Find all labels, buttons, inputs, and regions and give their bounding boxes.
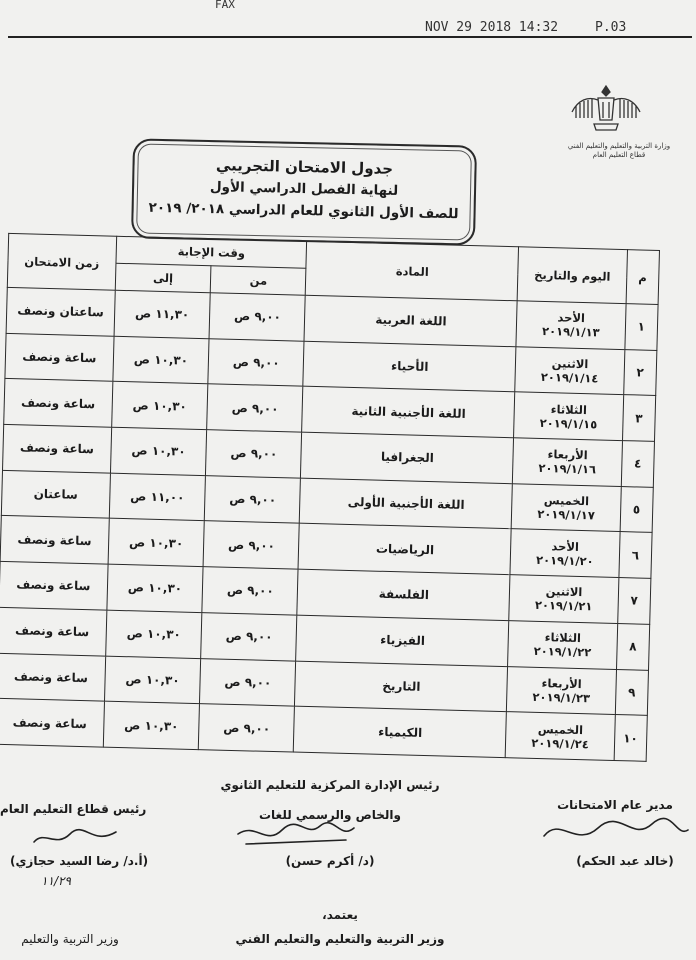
row-to: ١٠,٣٠ ص <box>103 701 200 749</box>
row-number: ٧ <box>617 578 651 625</box>
row-subject: الرياضيات <box>299 524 512 575</box>
row-duration: ساعة ونصف <box>0 607 107 655</box>
row-day <box>506 712 615 761</box>
row-number: ١٠ <box>614 715 648 762</box>
row-from: ٩,٠٠ ص <box>199 704 295 752</box>
day-date: ٢٠١٩/١/١٦ <box>538 461 597 477</box>
day-name: الاثنين <box>551 356 589 372</box>
day-date: ٢٠١٩/١/٢٤ <box>531 735 590 751</box>
day-date: ٢٠١٩/١/١٥ <box>539 415 598 432</box>
day-name: الثلاثاء <box>550 401 588 417</box>
title-line-3: للصف الأول الثانوي للعام الدراسي ٢٠١٨/ ٢٠١٩ <box>148 199 459 223</box>
row-duration: ساعة ونصف <box>4 379 113 427</box>
handwritten-date: ١١/٢٩ <box>41 874 71 888</box>
row-subject: الفلسفة <box>297 569 510 620</box>
header-from: من <box>211 266 307 295</box>
row-day <box>508 620 617 669</box>
row-subject: التاريخ <box>295 661 508 712</box>
row-day <box>509 575 618 624</box>
day-name: الأربعاء <box>541 675 582 691</box>
row-from: ٩,٠٠ ص <box>208 338 304 386</box>
day-name: الأحد <box>551 539 580 554</box>
title-line-2: لنهاية الفصل الدراسي الأول <box>209 179 399 199</box>
row-duration: ساعة ونصف <box>0 653 105 701</box>
fax-datetime: NOV 29 2018 14:32 <box>425 20 559 35</box>
row-number: ٦ <box>619 532 653 579</box>
exams-director-title: مدير عام الامتحانات <box>557 798 673 812</box>
row-to: ١٠,٣٠ ص <box>105 610 202 658</box>
fax-label: FAX <box>215 0 235 11</box>
minister-title: وزير التربية والتعليم والتعليم الفني <box>235 932 445 946</box>
row-from: ٩,٠٠ ص <box>206 430 302 478</box>
eagle-emblem-icon <box>568 78 644 138</box>
fax-rule <box>8 36 692 38</box>
header-no: م <box>626 250 660 305</box>
row-duration: ساعتان ونصف <box>6 287 115 335</box>
title-line-1: جدول الامتحان التجريبي <box>215 156 394 178</box>
row-from: ٩,٠٠ ص <box>207 384 303 432</box>
central-admin-name: (د/ أكرم حسن) <box>285 854 375 868</box>
row-subject: اللغة الأجنبية الأولى <box>300 478 513 529</box>
day-date: ٢٠١٩/١/١٤ <box>540 369 599 386</box>
row-day <box>507 666 616 715</box>
row-from: ٩,٠٠ ص <box>205 475 301 523</box>
row-number: ٣ <box>622 395 656 442</box>
row-duration: ساعة ونصف <box>0 516 109 564</box>
row-subject: اللغة الأجنبية الثانية <box>302 387 515 438</box>
row-from: ٩,٠٠ ص <box>200 658 296 706</box>
row-number: ١ <box>625 304 659 351</box>
row-number: ٤ <box>621 441 655 488</box>
row-number: ٢ <box>623 349 657 396</box>
header-time: وقت الإجابة <box>116 236 307 268</box>
approve-label: يعتمد، <box>322 908 358 922</box>
header-subject: المادة <box>306 241 519 301</box>
row-day <box>510 529 619 578</box>
title-box <box>131 138 477 245</box>
day-name: الثلاثاء <box>544 630 582 646</box>
row-duration: ساعة ونصف <box>0 561 108 609</box>
fax-page: P.03 <box>595 20 627 35</box>
ministry-line: وزارة التربية والتعليم والتعليم الفني <box>567 142 671 150</box>
row-to: ١٠,٣٠ ص <box>107 564 204 612</box>
row-to: ١١,٣٠ ص <box>114 290 211 338</box>
row-subject: الفيزياء <box>296 615 509 666</box>
row-from: ٩,٠٠ ص <box>209 293 305 341</box>
row-to: ١٠,٣٠ ص <box>113 336 210 384</box>
row-day <box>514 392 623 441</box>
exams-director-name: (خالد عبد الحكم) <box>576 854 674 868</box>
row-day <box>516 301 625 350</box>
row-to: ١٠,٣٠ ص <box>104 656 201 704</box>
sector-head-title: رئيس قطاع التعليم العام <box>0 802 147 816</box>
day-name: الأربعاء <box>547 447 588 463</box>
row-number: ٥ <box>620 486 654 533</box>
header-day: اليوم والتاريخ <box>518 247 628 304</box>
day-date: ٢٠١٩/١/١٣ <box>541 324 600 340</box>
row-duration: ساعة ونصف <box>0 698 104 747</box>
row-from: ٩,٠٠ ص <box>202 567 298 615</box>
row-subject: اللغة العربية <box>304 295 517 346</box>
exam-schedule-table <box>0 233 660 762</box>
header-duration: زمن الامتحان <box>7 233 116 290</box>
left-signature-icon <box>30 822 120 852</box>
row-subject: الأحياء <box>303 341 516 392</box>
row-duration: ساعة ونصف <box>3 424 112 472</box>
day-date: ٢٠١٩/١/٢٠ <box>535 552 594 569</box>
day-date: ٢٠١٩/١/٢٣ <box>532 689 591 706</box>
row-number: ٨ <box>616 623 650 670</box>
row-to: ١١,٠٠ ص <box>109 473 206 521</box>
row-day <box>515 346 624 395</box>
row-duration: ساعة ونصف <box>5 333 114 381</box>
row-to: ١٠,٣٠ ص <box>110 427 207 475</box>
row-subject: الجغرافيا <box>301 432 514 483</box>
row-from: ٩,٠٠ ص <box>203 521 299 569</box>
row-from: ٩,٠٠ ص <box>201 612 297 660</box>
row-day <box>513 438 622 487</box>
header-to: إلى <box>115 263 211 292</box>
day-name: الخميس <box>537 721 584 737</box>
right-signature-icon <box>540 812 690 852</box>
row-subject: الكيمياء <box>294 706 507 757</box>
ministry-line: قطاع التعليم العام <box>592 151 646 159</box>
day-name: الخميس <box>543 493 590 509</box>
day-name: الاثنين <box>545 584 583 600</box>
day-date: ٢٠١٩/١/١٧ <box>537 506 596 523</box>
center-signature-icon <box>236 816 356 852</box>
sector-head-name: (أ.د/ رضا السيد حجازي) <box>9 854 149 868</box>
ministry-block <box>560 142 678 160</box>
row-day <box>512 483 621 532</box>
row-duration: ساعتان <box>1 470 110 518</box>
day-date: ٢٠١٩/١/٢١ <box>534 598 593 614</box>
central-admin-title: رئيس الإدارة المركزية للتعليم الثانوي <box>220 778 440 792</box>
row-to: ١٠,٣٠ ص <box>108 519 205 567</box>
row-to: ١٠,٣٠ ص <box>111 382 208 430</box>
day-date: ٢٠١٩/١/٢٢ <box>533 643 592 660</box>
day-name: الأحد <box>557 310 586 326</box>
left-bottom-title: وزير التربية والتعليم <box>21 932 119 946</box>
row-number: ٩ <box>615 669 649 716</box>
central-admin-sub: والخاص والرسمي للغات <box>258 808 401 822</box>
